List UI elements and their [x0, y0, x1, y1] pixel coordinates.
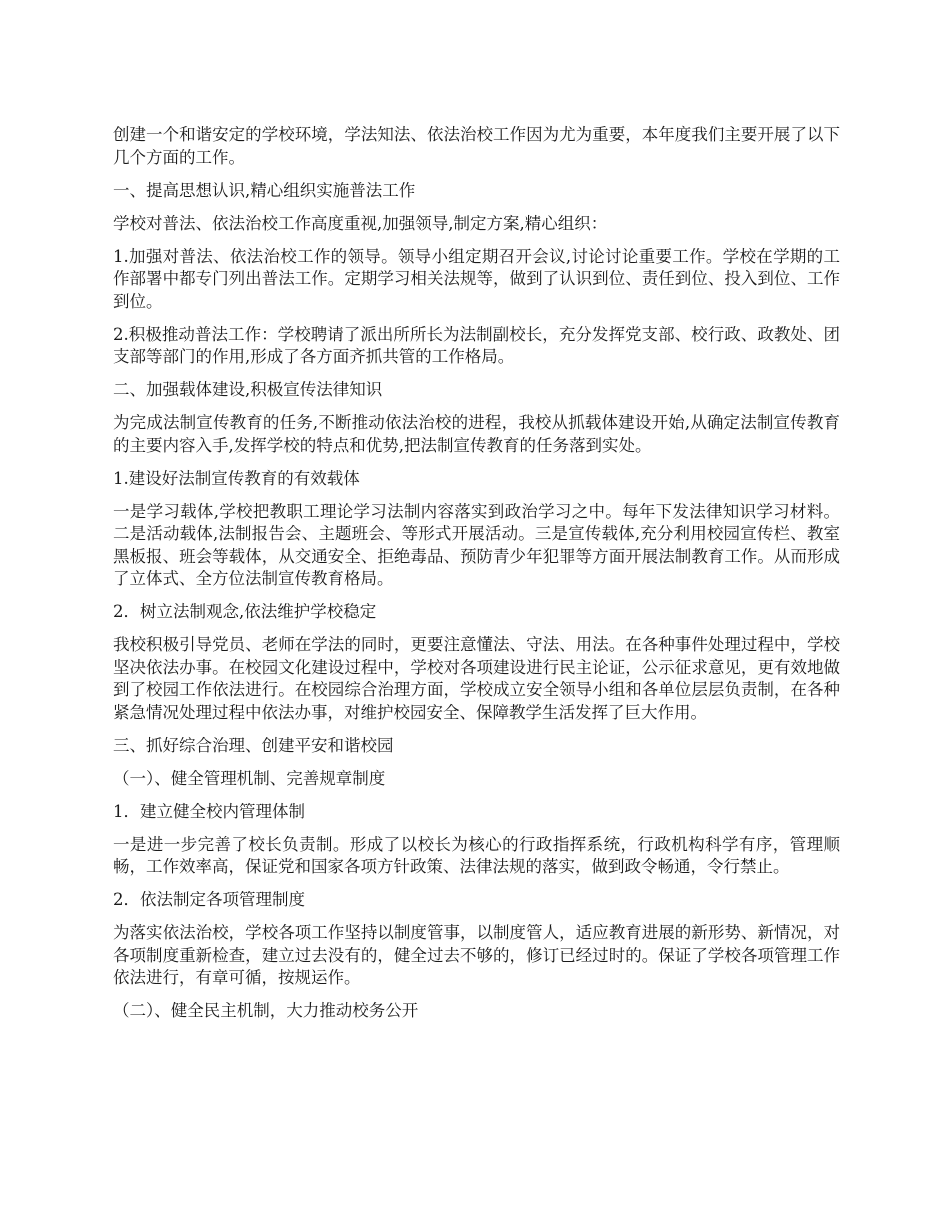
- subsection-heading: （一）、健全管理机制、完善规章制度: [113, 768, 386, 788]
- paragraph: 1.加强对普法、依法治校工作的领导。领导小组定期召开会议,讨论讨论重要工作。学校在学期的工作部署中都专门列出普法工作。定期学习相关法规等，做到了认识到位、责任到位、投入到位、工作到位。: [113, 246, 840, 311]
- subheading: 1．建立健全校内管理体制: [113, 801, 305, 821]
- paragraph: 一是学习载体,学校把教职工理论学习法制内容落实到政治学习之中。每年下发法律知识学习材料。二是活动载体,法制报告会、主题班会、等形式开展活动。三是宣传载体,充分利用校园宣传栏、教室黑板报、班会等载体，从交通安全、拒绝毒品、预防青少年犯罪等方面开展法制教育工作。从而形成了立体式、全方位法制宣传教育格局。: [113, 501, 840, 588]
- intro-paragraph: 创建一个和谐安定的学校环境，学法知法、依法治校工作因为尤为重要，本年度我们主要开展了以下几个方面的工作。: [113, 125, 840, 167]
- subheading: 1.建设好法制宣传教育的有效载体: [113, 468, 360, 488]
- paragraph: 一是进一步完善了校长负责制。形成了以校长为核心的行政指挥系统，行政机构科学有序，管理顺畅，工作效率高，保证党和国家各项方针政策、法律法规的落实，做到政令畅通，令行禁止。: [113, 834, 840, 876]
- paragraph: 为落实依法治校，学校各项工作坚持以制度管事，以制度管人，适应教育进展的新形势、新情况，对各项制度重新检查，建立过去没有的，健全过去不够的，修订已经过时的。保证了学校各项管理工作依法进行，有章可循，按规运作。: [113, 923, 840, 987]
- paragraph: 学校对普法、依法治校工作高度重视,加强领导,制定方案,精心组织：: [113, 213, 608, 233]
- subsection-heading: （二）、健全民主机制，大力推动校务公开: [113, 1001, 419, 1020]
- subheading: 2．树立法制观念,依法维护学校稳定: [113, 602, 377, 621]
- paragraph: 我校积极引导党员、老师在学法的同时，更要注意懂法、守法、用法。在各种事件处理过程中，学校坚决依法办事。在校园文化建设过程中，学校对各项建设进行民主论证，公示征求意见，更有效地做到了校园工作依法进行。在校园综合治理方面，学校成立安全领导小组和各单位层层负责制，在各种紧急情况处理过程中依法办事，对维护校园安全、保障教学生活发挥了巨大作用。: [113, 635, 840, 722]
- subheading: 2．依法制定各项管理制度: [113, 890, 305, 909]
- section-heading-1: 一、提高思想认识,精心组织实施普法工作: [113, 180, 416, 200]
- section-heading-2: 二、加强载体建设,积极宣传法律知识: [113, 380, 383, 399]
- paragraph: 2.积极推动普法工作：学校聘请了派出所所长为法制副校长，充分发挥党支部、校行政、政教处、团支部等部门的作用,形成了各方面齐抓共管的工作格局。: [113, 324, 840, 366]
- document-body: [113, 124, 840, 1033]
- section-heading-3: 三、抓好综合治理、创建平安和谐校园: [113, 735, 394, 755]
- paragraph: 为完成法制宣传教育的任务,不断推动依法治校的进程，我校从抓载体建设开始,从确定法制宣传教育的主要内容入手,发挥学校的特点和优势,把法制宣传教育的任务落到实处。: [113, 413, 840, 455]
